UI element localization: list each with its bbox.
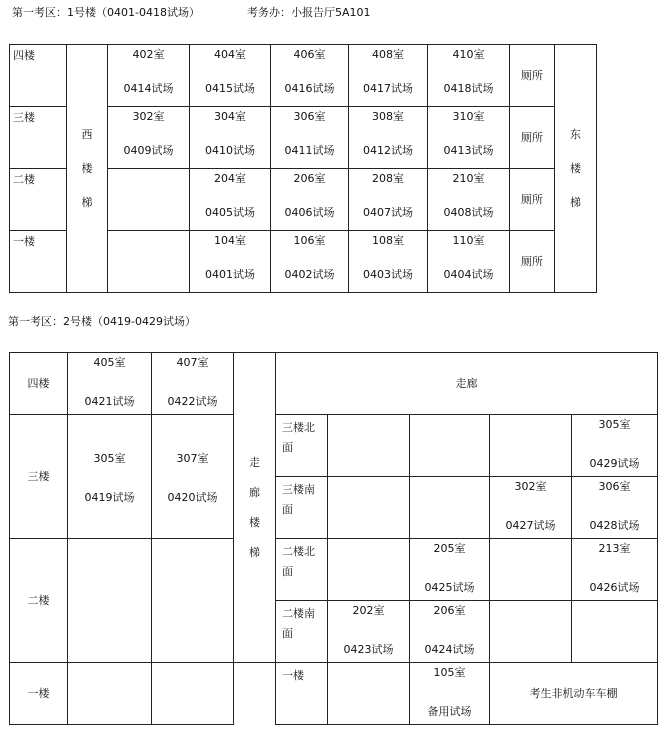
b1-room-cell: 402室 0414试场 <box>108 45 190 107</box>
b2-room-cell-empty <box>328 539 410 601</box>
b2-room-cell-empty <box>490 539 572 601</box>
district-1-title: 第一考区：1号楼（0401-0418试场） <box>12 6 200 19</box>
b1-room-cell: 308室 0412试场 <box>349 107 428 169</box>
b1-room-cell: 208室 0407试场 <box>349 169 428 231</box>
b1-floor-label: 三楼 <box>10 107 67 169</box>
b1-room-cell: 310室 0413试场 <box>428 107 510 169</box>
b1-room-cell-empty <box>108 169 190 231</box>
b2-room-cell: 202室 0423试场 <box>328 601 410 663</box>
b2-corridor-stairs: 走 廊 楼 梯 <box>234 353 276 663</box>
b1-toilet: 厕所 <box>510 45 555 107</box>
b2-room-cell-empty <box>490 415 572 477</box>
b2-empty-cell <box>152 663 234 725</box>
b1-room-cell: 110室 0404试场 <box>428 231 510 293</box>
b1-toilet: 厕所 <box>510 107 555 169</box>
b1-toilet: 厕所 <box>510 169 555 231</box>
b1-room-cell: 408室 0417试场 <box>349 45 428 107</box>
b2-room-cell-empty <box>328 415 410 477</box>
exam-office-label: 考务办：小报告厅5A101 <box>247 6 371 19</box>
b1-room-cell: 404室 0415试场 <box>190 45 271 107</box>
b2-room-cell-empty <box>410 415 490 477</box>
b1-room-cell: 302室 0409试场 <box>108 107 190 169</box>
b2-floor-label: 二楼 <box>10 539 68 663</box>
b2-room-cell: 302室 0427试场 <box>490 477 572 539</box>
b2-room-cell: 307室 0420试场 <box>152 415 234 539</box>
b2-floor-label: 三楼 <box>10 415 68 539</box>
b1-toilet: 厕所 <box>510 231 555 293</box>
b2-empty-cell <box>68 663 152 725</box>
b2-room-cell: 206室 0424试场 <box>410 601 490 663</box>
b2-room-cell-empty <box>572 601 658 663</box>
b1-room-cell: 108室 0403试场 <box>349 231 428 293</box>
b2-room-cell-empty <box>410 477 490 539</box>
b1-floor-label: 一楼 <box>10 231 67 293</box>
b2-empty-cell <box>328 663 410 725</box>
b2-spare-room: 105室 备用试场 <box>410 663 490 725</box>
building-2-floor-plan <box>9 352 658 725</box>
b2-room-cell: 205室 0425试场 <box>410 539 490 601</box>
b2-corridor: 走廊 <box>276 353 658 415</box>
b2-empty-cell <box>152 539 234 663</box>
b1-room-cell: 410室 0418试场 <box>428 45 510 107</box>
b2-section-label: 二楼南 面 <box>276 601 328 663</box>
b2-stair-gap <box>234 663 276 725</box>
b2-section-label: 三楼北 面 <box>276 415 328 477</box>
b1-east-stairs: 东 楼 梯 <box>555 45 597 293</box>
b1-room-cell-empty <box>108 231 190 293</box>
b1-west-stairs: 西 楼 梯 <box>67 45 108 293</box>
b1-floor-label: 四楼 <box>10 45 67 107</box>
b2-section-label: 二楼北 面 <box>276 539 328 601</box>
b1-room-cell: 406室 0416试场 <box>271 45 349 107</box>
b1-room-cell: 206室 0406试场 <box>271 169 349 231</box>
b2-room-cell: 305室 0429试场 <box>572 415 658 477</box>
b2-ground-label: 一楼 <box>276 663 328 725</box>
b2-room-cell: 306室 0428试场 <box>572 477 658 539</box>
b2-room-cell: 407室 0422试场 <box>152 353 234 415</box>
b2-room-cell: 305室 0419试场 <box>68 415 152 539</box>
b2-room-cell: 405室 0421试场 <box>68 353 152 415</box>
b1-floor-label: 二楼 <box>10 169 67 231</box>
b2-bike-shed: 考生非机动车车棚 <box>490 663 658 725</box>
b2-floor-label: 一楼 <box>10 663 68 725</box>
b1-room-cell: 204室 0405试场 <box>190 169 271 231</box>
b2-room-cell-empty <box>490 601 572 663</box>
b2-floor-label: 四楼 <box>10 353 68 415</box>
b1-room-cell: 104室 0401试场 <box>190 231 271 293</box>
building-1-floor-plan <box>9 44 597 293</box>
b1-room-cell: 306室 0411试场 <box>271 107 349 169</box>
b2-section-label: 三楼南 面 <box>276 477 328 539</box>
district-2-title: 第一考区：2号楼（0419-0429试场） <box>8 315 196 328</box>
b1-room-cell: 210室 0408试场 <box>428 169 510 231</box>
b2-room-cell: 213室 0426试场 <box>572 539 658 601</box>
b1-room-cell: 106室 0402试场 <box>271 231 349 293</box>
b2-room-cell-empty <box>328 477 410 539</box>
b1-room-cell: 304室 0410试场 <box>190 107 271 169</box>
b2-empty-cell <box>68 539 152 663</box>
